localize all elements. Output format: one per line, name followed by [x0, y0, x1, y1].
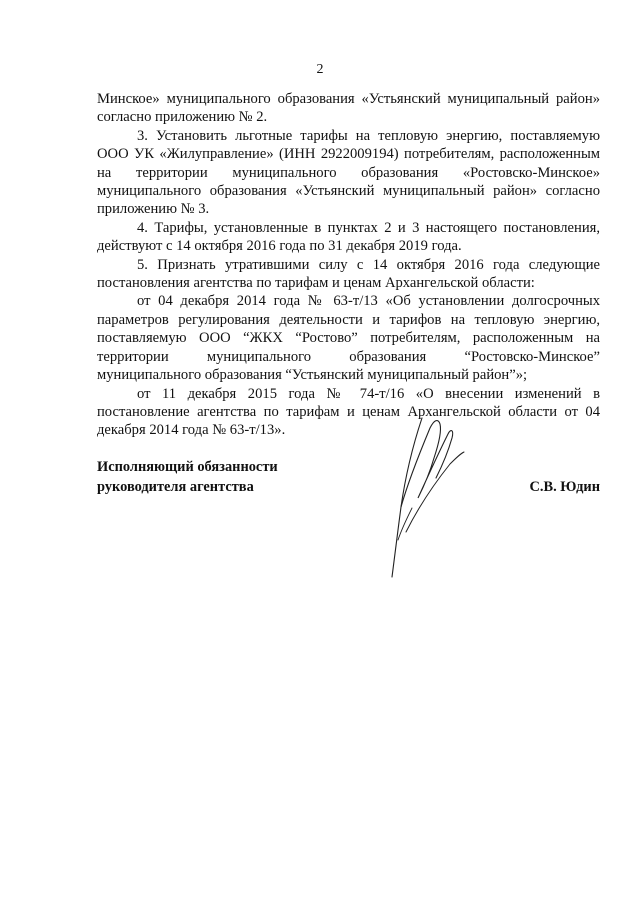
paragraph-item-4: 4. Тарифы, установленные в пунктах 2 и 3 настоящего постановления, действуют с 14 октября 2016 года по 31 декабря 2019 года. — [97, 219, 600, 255]
signature-block — [97, 457, 600, 497]
paragraph-item-5: 5. Признать утратившими силу с 14 октября 2016 года следующие постановления агентства по тарифам и ценам Архангельской области: — [97, 256, 600, 292]
repealed-resolution-1: от 04 декабря 2014 года № 63-т/13 «Об установлении долгосрочных параметров регулирования деятельности и тарифов на тепловую энергию, поставляемую ООО “ЖКХ “Ростово” потребителям, расположенным на территории муниципального образования “Ростовско-Минское” муниципального образования “Устьянский муниципальный район”»; — [97, 293, 600, 384]
signatory-role-line-2: руководителя агентства — [97, 479, 254, 495]
signatory-role-line-1: Исполняющий обязанности — [97, 459, 278, 475]
repealed-resolution-2: от 11 декабря 2015 года № 74-т/16 «О внесении изменений в постановление агентства по тарифам и ценам Архангельской области от 04 декабря 2014 года № 63-т/13». — [97, 385, 600, 439]
document-body — [97, 90, 600, 440]
page-number: 2 — [316, 62, 324, 77]
paragraph-continuation: Минское» муниципального образования «Устьянский муниципальный район» согласно приложению № 2. — [97, 91, 600, 126]
signatory-name: С.В. Юдин — [529, 479, 600, 495]
paragraph-item-3: 3. Установить льготные тарифы на тепловую энергию, поставляемую ООО УК «Жилуправление» (ИНН 2922009194) потребителям, расположенным на территории муниципального образования «Ростовско-Минское» муниципального образования «Устьянский муниципальный район» согласно приложению № 3. — [97, 127, 600, 218]
handwritten-signature — [368, 412, 478, 582]
